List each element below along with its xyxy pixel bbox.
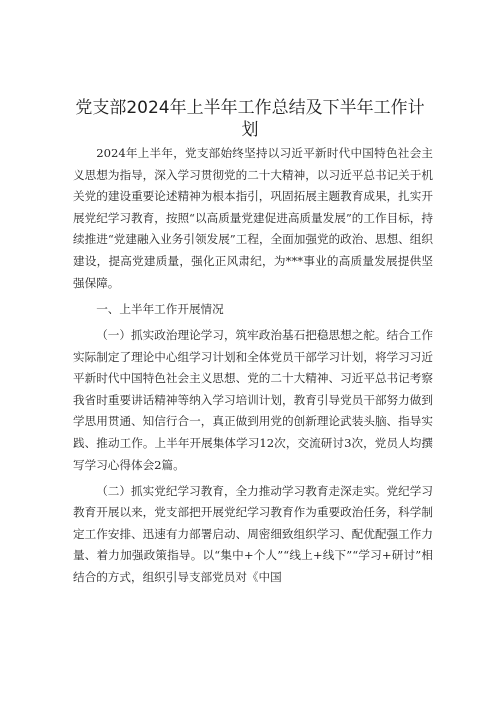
section-paragraph-1: （一）抓实政治理论学习，筑牢政治基石把稳思想之舵。结合工作实际制定了理论中心组学习计划和全体党员干部学习计划，将学习习近平新时代中国特色社会主义思想、党的二十大精神、习近平总书记考察我省时重要讲话精神等纳入学习培训计划，教育引导党员干部努力做到学思用贯通、知信行合一，真正做到用党的创新理论武装头脑、指导实践、推动工作。上半年开展集体学习12次，交流研讨3次，党员人均撰写学习心得体会2篇。 <box>73 327 433 472</box>
document-title-line-2: 划 <box>241 120 259 140</box>
section-heading: 一、上半年工作开展情况 <box>96 301 224 316</box>
document-body <box>73 143 433 593</box>
intro-paragraph: 2024年上半年，党支部始终坚持以习近平新时代中国特色社会主义思想为指导，深入学习贯彻党的二十大精神，以习近平总书记关于机关党的建设重要论述精神为根本指引，巩固拓展主题教育成果，扎实开展党纪学习教育，按照“以高质量党建促进高质量发展”的工作目标，持续推进“党建融入业务引领发展”工程，全面加强党的政治、思想、组织建设，提高党建质量，强化正风肃纪，为***事业的高质量发展提供坚强保障。 <box>73 146 433 290</box>
section-paragraph-2: （二）抓实党纪学习教育，全力推动学习教育走深走实。党纪学习教育开展以来，党支部把开展党纪学习教育作为重要政治任务，科学制定工作安排、迅速有力部署启动、周密细致组织学习、配优配强工作力量、着力加强政策指导。以“集中+个人”“线上+线下”“学习+研讨”相结合的方式，组织引导支部党员对《中国 <box>73 483 433 585</box>
document-title-line-1: 党支部2024年上半年工作总结及下半年工作计 <box>75 98 425 118</box>
